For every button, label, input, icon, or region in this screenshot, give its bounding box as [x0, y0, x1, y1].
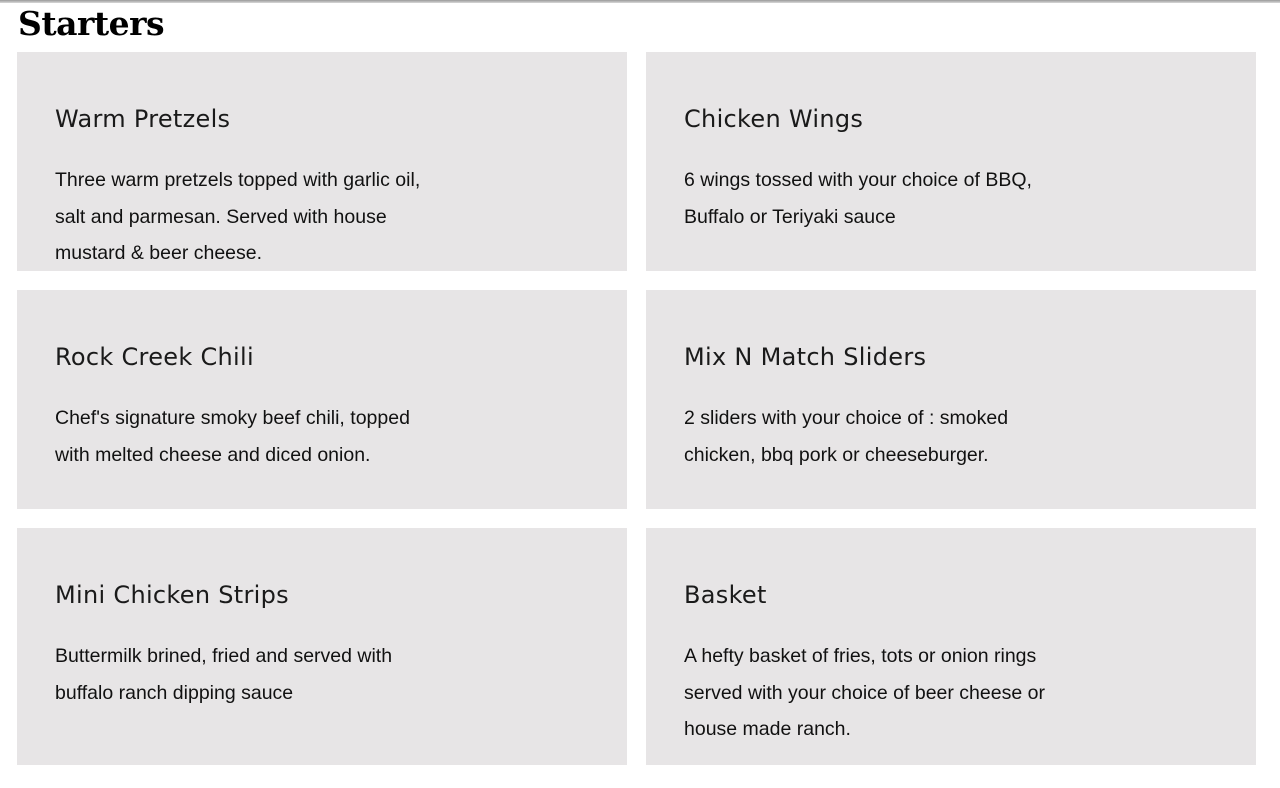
menu-item-card-rock-creek-chili[interactable] [17, 290, 627, 509]
menu-item-card-mix-n-match-sliders[interactable] [646, 290, 1256, 509]
section-title: Starters [18, 4, 165, 43]
menu-item-description: Buttermilk brined, fried and served with buffalo ranch dipping sauce [55, 645, 393, 704]
menu-item-card-mini-chicken-strips[interactable] [17, 528, 627, 765]
menu-item-title: Mix N Match Sliders [684, 343, 927, 371]
menu-item-title: Warm Pretzels [55, 105, 231, 133]
menu-item-title: Chicken Wings [684, 105, 864, 133]
menu-item-description: 6 wings tossed with your choice of BBQ, Buffalo or Teriyaki sauce [684, 169, 1032, 228]
menu-item-description: 2 sliders with your choice of : smoked chicken, bbq pork or cheeseburger. [684, 407, 1009, 466]
menu-item-card-warm-pretzels[interactable] [17, 52, 627, 271]
menu-item-description: A hefty basket of fries, tots or onion rings served with your choice of beer cheese or house made ranch. [684, 645, 1045, 740]
menu-item-title: Mini Chicken Strips [55, 581, 289, 609]
menu-item-description: Chef's signature smoky beef chili, topped with melted cheese and diced onion. [55, 407, 410, 466]
menu-item-card-basket[interactable] [646, 528, 1256, 765]
menu-grid [17, 52, 1256, 765]
menu-item-description: Three warm pretzels topped with garlic oil, salt and parmesan. Served with house mustard & beer cheese. [55, 169, 421, 264]
top-divider [0, 0, 1280, 3]
menu-item-title: Basket [684, 581, 767, 609]
menu-item-card-chicken-wings[interactable] [646, 52, 1256, 271]
menu-item-title: Rock Creek Chili [55, 343, 254, 371]
